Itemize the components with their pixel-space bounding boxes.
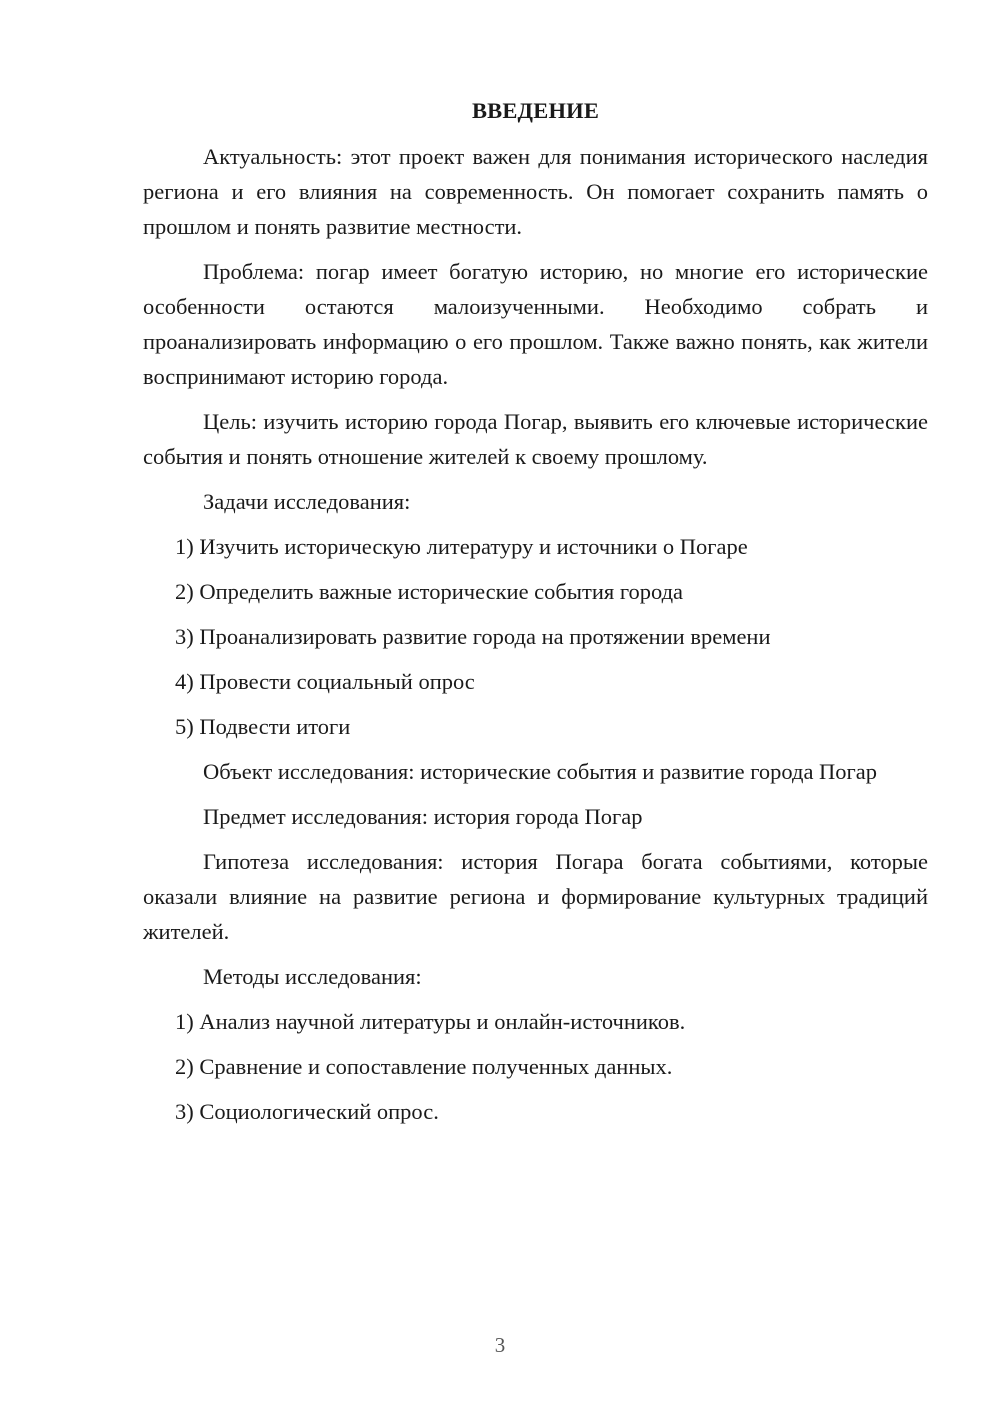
actuality-paragraph: Актуальность: этот проект важен для понимания исторического наследия региона и его влияния на современность. Он помогает сохранить память о прошлом и понять развитие местности. [143, 144, 928, 239]
task-item-4: 4) Провести социальный опрос [175, 669, 475, 694]
object-paragraph: Объект исследования: исторические события и развитие города Погар [203, 759, 878, 784]
subject-paragraph: Предмет исследования: история города Погар [203, 804, 643, 829]
method-item-2: 2) Сравнение и сопоставление полученных данных. [175, 1054, 673, 1079]
method-item-1: 1) Анализ научной литературы и онлайн-источников. [175, 1009, 686, 1034]
task-item-1: 1) Изучить историческую литературу и источники о Погаре [175, 534, 748, 559]
tasks-label: Задачи исследования: [203, 489, 411, 514]
task-item-5: 5) Подвести итоги [175, 714, 351, 739]
methods-label: Методы исследования: [203, 964, 422, 989]
hypothesis-paragraph: Гипотеза исследования: история Погара богата событиями, которые оказали влияние на развитие региона и формирование культурных традиций жителей. [143, 849, 928, 944]
document-body [143, 93, 928, 1139]
goal-paragraph: Цель: изучить историю города Погар, выявить его ключевые исторические события и понять отношение жителей к своему прошлому. [143, 409, 928, 469]
task-item-3: 3) Проанализировать развитие города на протяжении времени [175, 624, 771, 649]
problem-paragraph: Проблема: погар имеет богатую историю, но многие его исторические особенности остаются малоизученными. Необходимо собрать и проанализировать информацию о его прошлом. Также важно понять, как жители воспринимают историю города. [143, 259, 928, 389]
task-item-2: 2) Определить важные исторические события города [175, 579, 684, 604]
section-heading: ВВЕДЕНИЕ [471, 98, 600, 123]
method-item-3: 3) Социологический опрос. [175, 1099, 439, 1124]
page-number: 3 [494, 1333, 506, 1357]
